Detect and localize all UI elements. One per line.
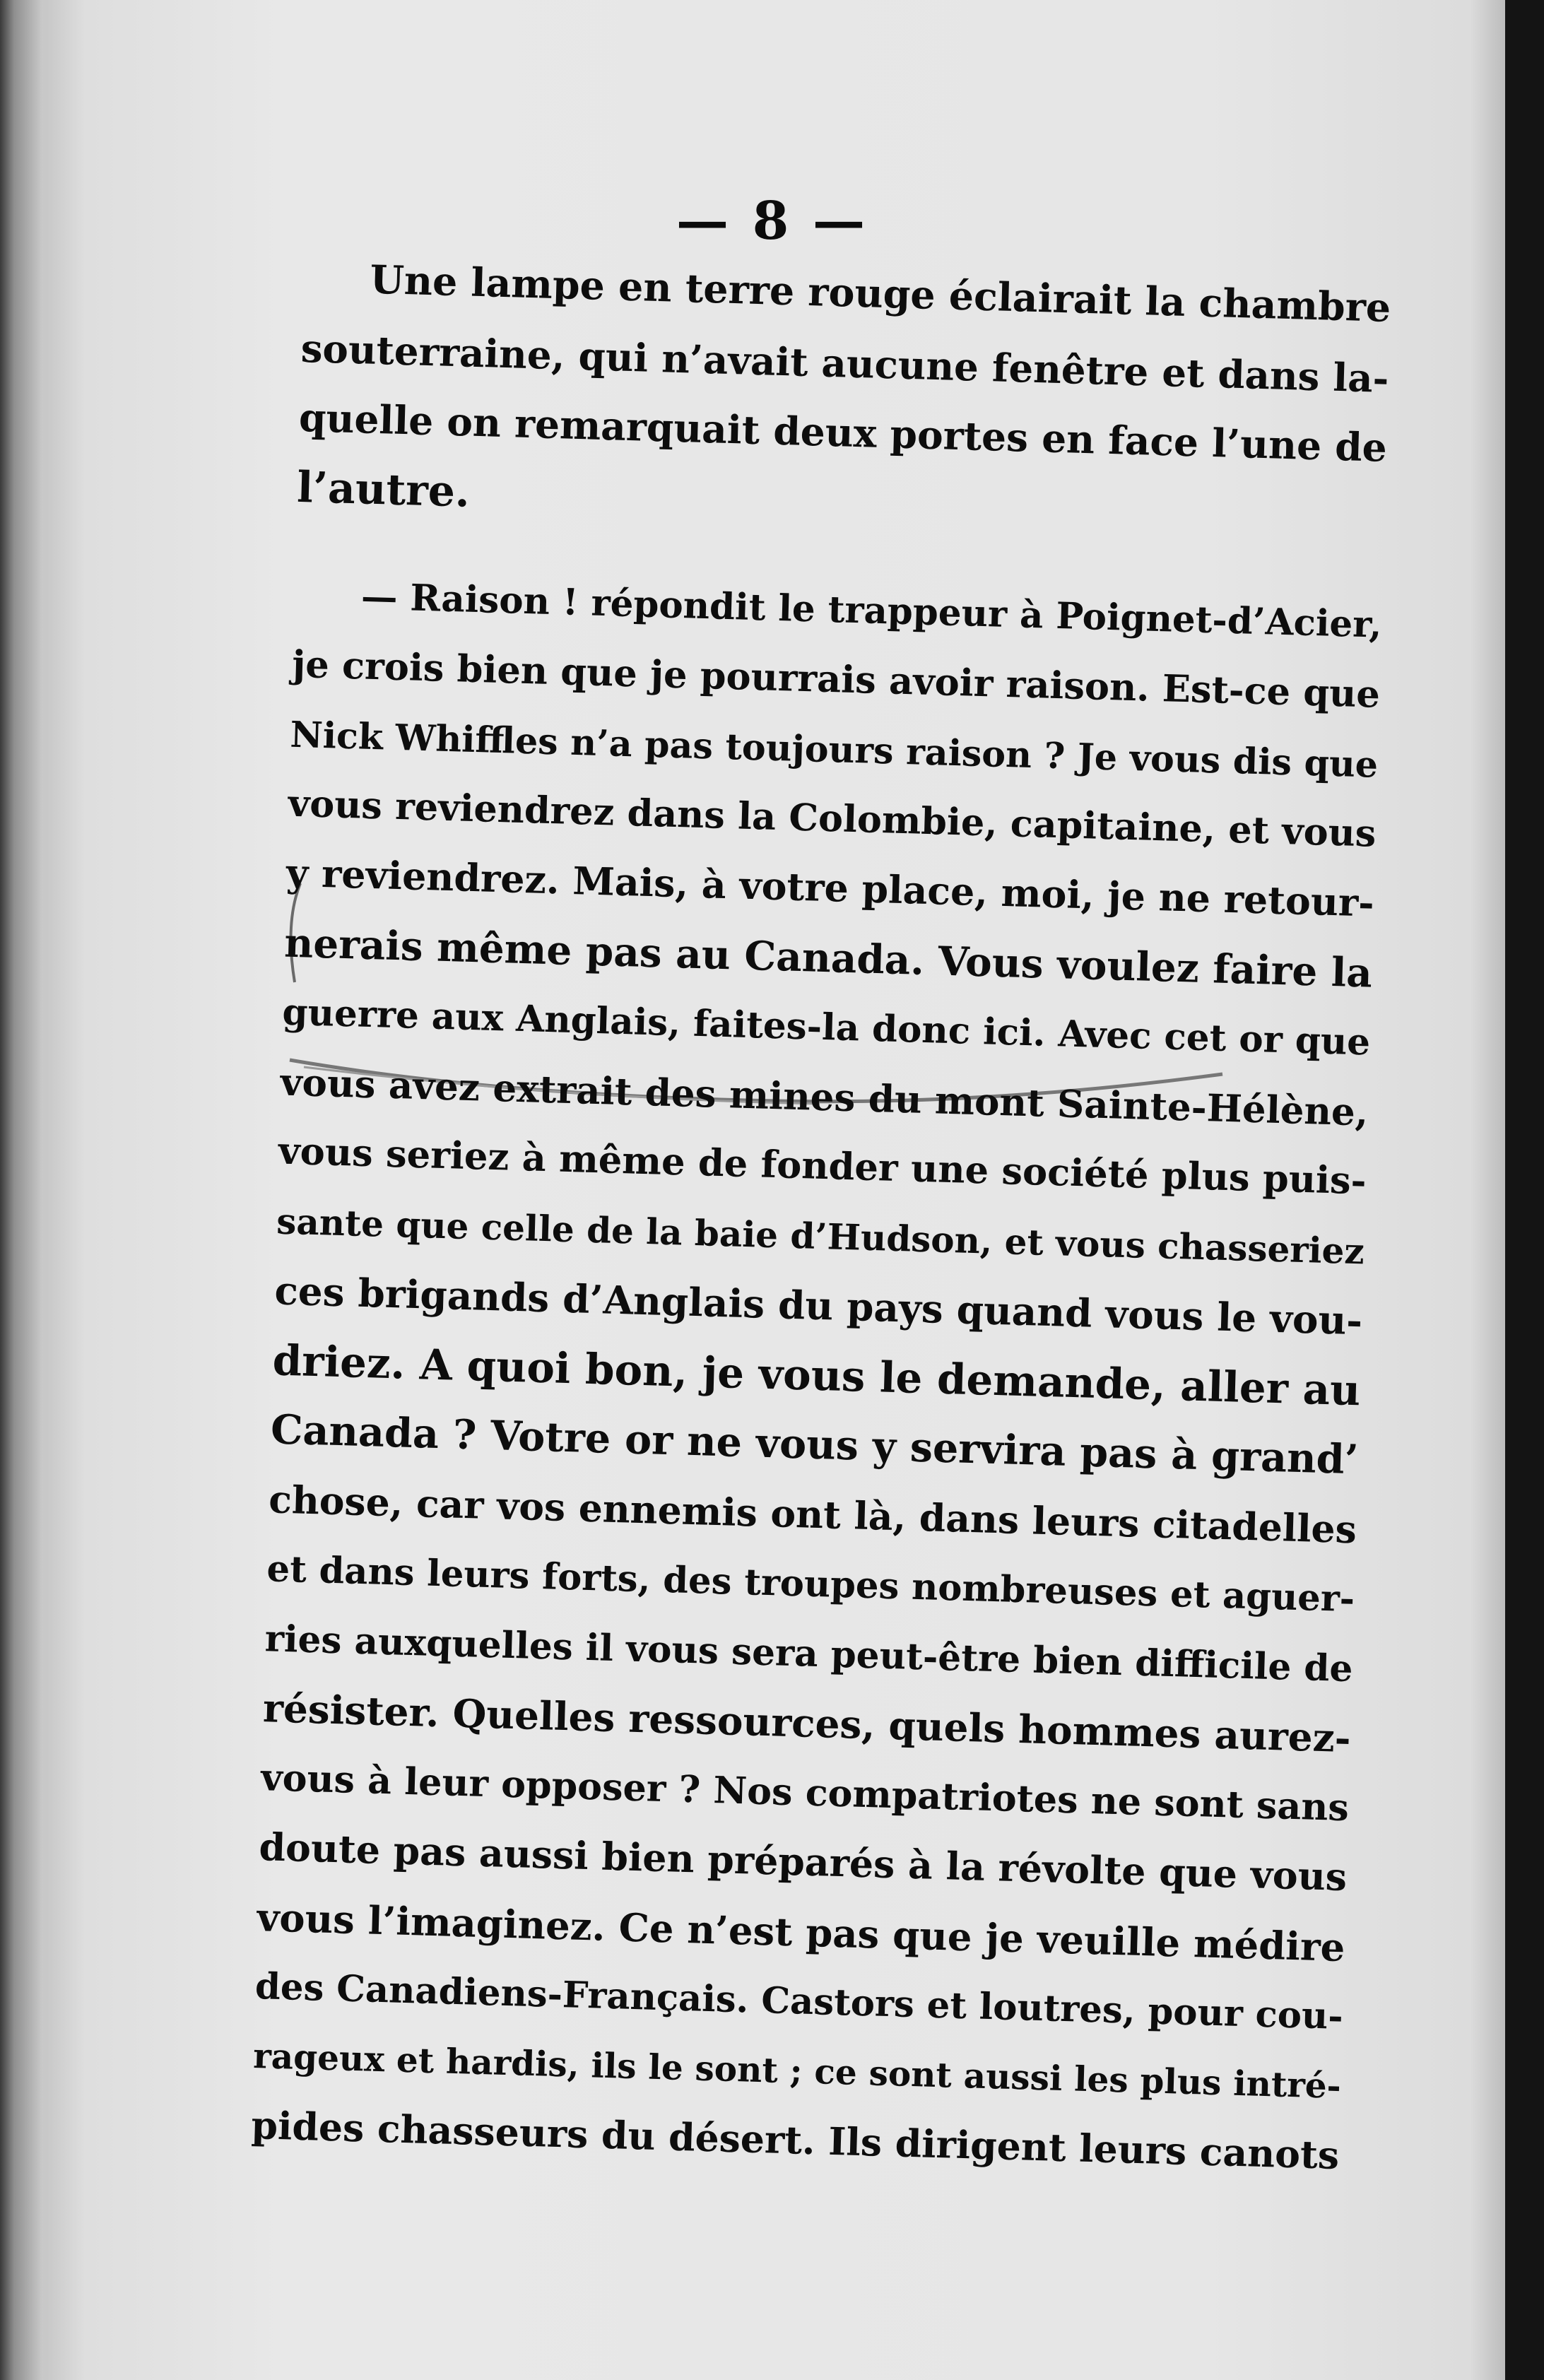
text-line: je crois bien que je pourrais avoir raison. Est-ce que — [291, 642, 1381, 717]
text-line: y reviendrez. Mais, à votre place, moi, je ne retour- — [285, 850, 1375, 926]
paragraph-1 — [296, 244, 1391, 553]
text-line: résister. Quelles ressources, quels hommes aurez- — [262, 1685, 1352, 1762]
text-line: des Canadiens-Français. Castors et loutres, pour cou- — [254, 1965, 1344, 2039]
text-line: sante que celle de la baie d’Hudson, et vous chasseriez — [276, 1199, 1365, 1272]
text-line: l’autre. — [296, 462, 471, 517]
text-line: nerais même pas au Canada. Vous voulez faire la — [283, 919, 1373, 997]
text-line: quelle on remarquait deux portes en face l’une de — [298, 394, 1388, 471]
text-line: doute pas aussi bien préparés à la révolte que vous — [258, 1825, 1348, 1900]
page-left-edge-shadow — [0, 0, 49, 2380]
page-right-edge-shadow — [1505, 0, 1544, 2380]
text-line: ries auxquelles il vous sera peut-être bien difficile de — [264, 1617, 1354, 1690]
text-line: Nick Whiffles n’a pas toujours raison ? Je vous dis que — [289, 712, 1379, 786]
text-line: guerre aux Anglais, faites-la donc ici. Avec cet or que — [281, 991, 1371, 1064]
text-line: vous seriez à même de fonder une société plus puis- — [278, 1129, 1367, 1203]
text-line: et dans leurs forts, des troupes nombreuses et aguer- — [266, 1548, 1355, 1621]
text-line: driez. A quoi bon, je vous le demande, aller au — [271, 1335, 1362, 1415]
body-text — [250, 244, 1391, 2191]
text-line: souterraine, qui n’avait aucune fenêtre et dans la- — [300, 325, 1390, 401]
text-line: rageux et hardis, ils le sont ; ce sont aussi les plus intré- — [252, 2035, 1342, 2107]
text-line: vous avez extrait des mines du mont Sainte-Hélène, — [280, 1059, 1369, 1135]
text-line: ces brigands d’Anglais du pays quand vous le vou- — [273, 1268, 1363, 1344]
text-line: vous l’imaginez. Ce n’est pas que je veuille médire — [256, 1894, 1346, 1970]
text-line: Une lampe en terre rouge éclairait la chambre — [369, 257, 1392, 331]
text-line: — Raison ! répondit le trappeur à Poignet-d’Acier, — [360, 575, 1383, 647]
text-line: vous à leur opposer ? Nos compatriotes ne sont sans — [260, 1755, 1350, 1830]
text-line: pides chasseurs du désert. Ils dirigent leurs canots — [250, 2102, 1340, 2178]
text-line: vous reviendrez dans la Colombie, capitaine, et vous — [288, 782, 1377, 856]
paragraph-2 — [250, 560, 1383, 2191]
text-line: Canada ? Votre or ne vous y servira pas à grand’ — [270, 1406, 1360, 1484]
text-line: chose, car vos ennemis ont là, dans leurs citadelles — [268, 1476, 1357, 1552]
page-number-header: — 8 — — [676, 191, 868, 252]
